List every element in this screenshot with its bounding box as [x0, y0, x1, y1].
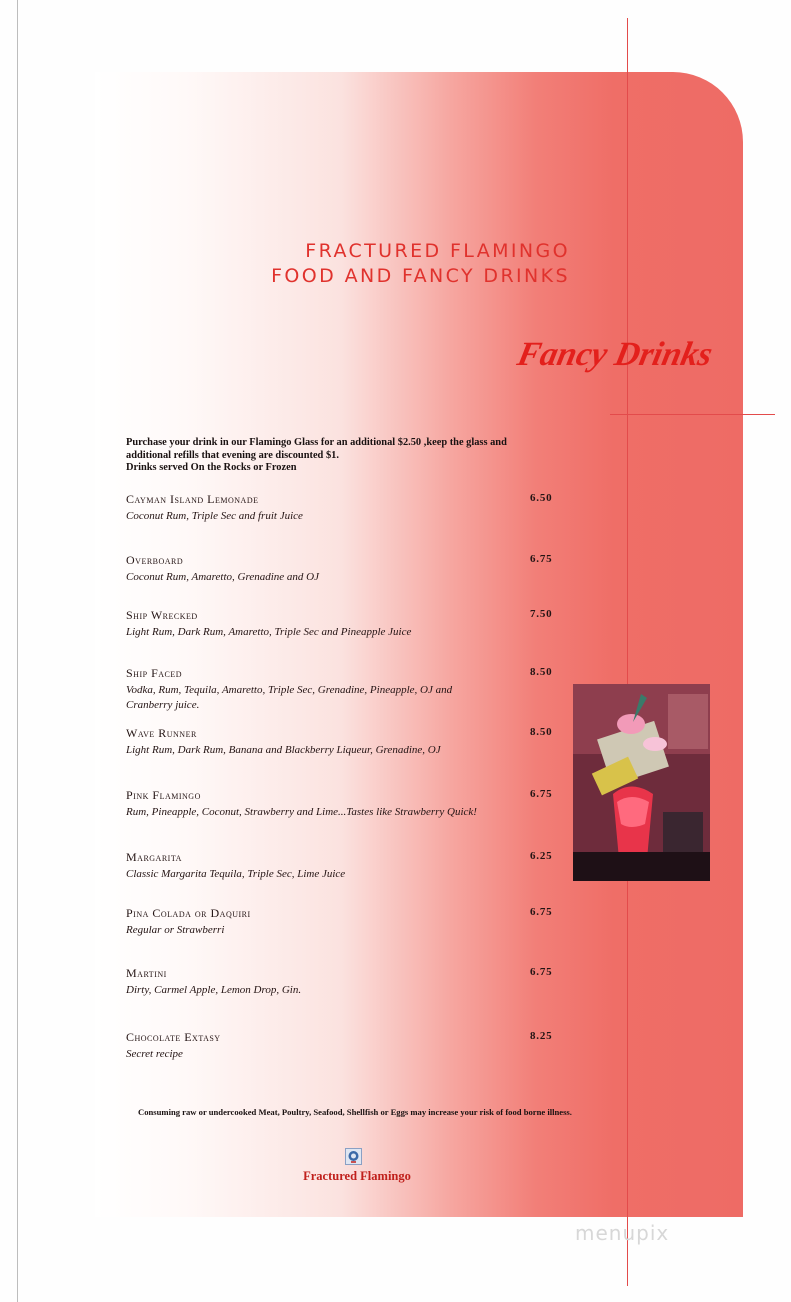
- item-price: 8.50: [530, 666, 553, 678]
- watermark: menupix: [575, 1221, 670, 1245]
- intro-line-3: Drinks served On the Rocks or Frozen: [126, 462, 297, 473]
- item-name: Martini: [126, 966, 167, 980]
- footer-logo-text: Fractured Flamingo: [303, 1169, 411, 1183]
- item-price: 6.75: [530, 906, 553, 918]
- item-name: Ship Wrecked: [126, 608, 198, 622]
- item-name: Pink Flamingo: [126, 788, 201, 802]
- item-name: Pina Colada or Daquiri: [126, 906, 251, 920]
- menu-item: [126, 906, 566, 938]
- item-price: 7.50: [530, 608, 553, 620]
- drink-photo-illustration: [573, 684, 710, 881]
- item-description: Light Rum, Dark Rum, Amaretto, Triple Sec and Pineapple Juice: [126, 626, 412, 638]
- item-description: Regular or Strawberri: [126, 924, 225, 936]
- item-name: Ship Faced: [126, 666, 183, 680]
- item-price: 6.75: [530, 966, 553, 978]
- intro-line-1: Purchase your drink in our Flamingo Glass for an additional $2.50 ,keep the glass and: [126, 437, 507, 448]
- drink-photo: [573, 684, 710, 881]
- item-description: Dirty, Carmel Apple, Lemon Drop, Gin.: [126, 984, 302, 996]
- item-name: Cayman Island Lemonade: [126, 492, 259, 506]
- item-name: Margarita: [126, 850, 182, 864]
- item-description: Rum, Pineapple, Coconut, Strawberry and Lime...Tastes like Strawberry Quick!: [126, 806, 477, 818]
- item-price: 8.25: [530, 1030, 553, 1042]
- item-name: Chocolate Extasy: [126, 1030, 221, 1044]
- menu-item: [126, 966, 566, 998]
- intro-text: [126, 437, 556, 475]
- crop-mark-horizontal: [610, 414, 775, 415]
- section-title: Fancy Drinks: [514, 336, 716, 373]
- restaurant-name: FRACTURED FLAMINGO: [305, 240, 570, 262]
- page-left-border: [17, 0, 18, 1302]
- menu-item: [126, 492, 566, 524]
- item-price: 6.75: [530, 788, 553, 800]
- item-description: Vodka, Rum, Tequila, Amaretto, Triple Sec, Grenadine, Pineapple, OJ and Cranberry juice.: [126, 684, 453, 711]
- item-price: 6.50: [530, 492, 553, 504]
- flamingo-logo-icon: [345, 1148, 362, 1165]
- crop-mark-vertical: [627, 18, 628, 1286]
- menu-item: [126, 553, 566, 585]
- item-description: Coconut Rum, Amaretto, Grenadine and OJ: [126, 571, 319, 583]
- item-description: Coconut Rum, Triple Sec and fruit Juice: [126, 510, 303, 522]
- health-disclaimer: Consuming raw or undercooked Meat, Poultry, Seafood, Shellfish or Eggs may increase your risk of food borne illness.: [138, 1107, 572, 1117]
- item-price: 8.50: [530, 726, 553, 738]
- restaurant-subtitle: FOOD AND FANCY DRINKS: [271, 265, 570, 287]
- menu-item: [126, 666, 566, 713]
- menu-item: [126, 850, 566, 882]
- item-description: Light Rum, Dark Rum, Banana and Blackberry Liqueur, Grenadine, OJ: [126, 744, 441, 756]
- item-price: 6.25: [530, 850, 553, 862]
- intro-line-2: additional refills that evening are discounted $1.: [126, 449, 339, 461]
- item-name: Overboard: [126, 553, 184, 567]
- item-price: 6.75: [530, 553, 553, 565]
- menu-item: [126, 608, 566, 640]
- item-description: Secret recipe: [126, 1048, 183, 1060]
- menu-item: [126, 788, 566, 820]
- item-name: Wave Runner: [126, 726, 197, 740]
- menu-item: [126, 726, 566, 758]
- menu-item: [126, 1030, 566, 1062]
- item-description: Classic Margarita Tequila, Triple Sec, Lime Juice: [126, 868, 346, 880]
